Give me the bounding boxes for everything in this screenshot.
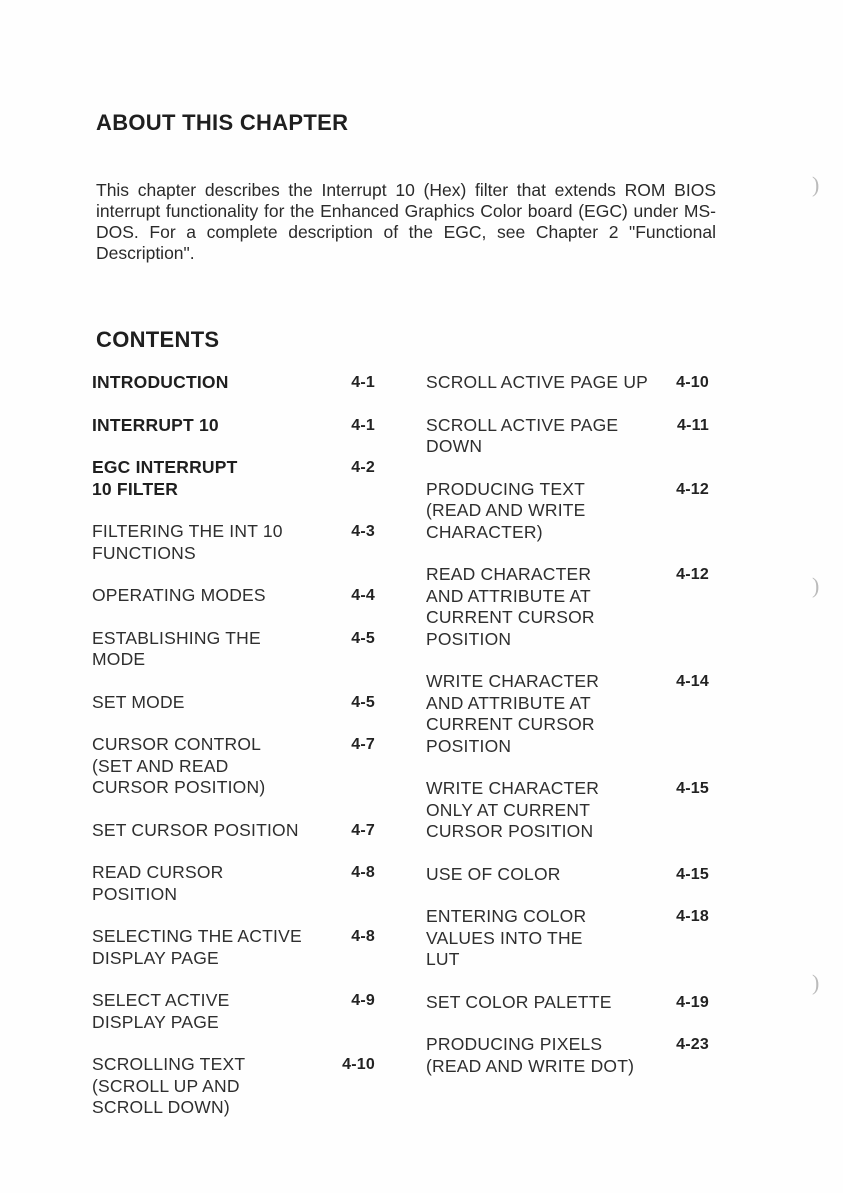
toc-entry-title: INTRODUCTION [92, 372, 229, 392]
toc-entry-page: 4-2 [351, 459, 375, 476]
toc-entry[interactable] [92, 862, 377, 905]
toc-entry[interactable] [426, 864, 711, 886]
toc-entry[interactable] [92, 415, 377, 437]
margin-mark: ) [812, 573, 820, 598]
toc-entry-page: 4-23 [676, 1036, 709, 1053]
toc-entry[interactable] [426, 479, 711, 544]
toc-entry[interactable] [426, 372, 711, 394]
about-chapter-heading: ABOUT THIS CHAPTER [96, 110, 349, 135]
toc-entry-title: PRODUCING TEXT (READ AND WRITE CHARACTER) [426, 478, 586, 542]
toc-entry-title: SET CURSOR POSITION [92, 819, 299, 840]
toc-entry-title: SCROLLING TEXT (SCROLL UP AND SCROLL DOWN) [92, 1054, 245, 1117]
toc-entry-title: CURSOR CONTROL (SET AND READ CURSOR POSITION) [92, 734, 266, 797]
toc-entry-title: OPERATING MODES [92, 585, 266, 605]
toc-entry-page: 4-12 [676, 566, 709, 583]
margin-mark: ) [812, 970, 820, 995]
toc-entry[interactable] [426, 906, 711, 971]
toc-entry-page: 4-5 [351, 629, 375, 647]
toc-entry-page: 4-14 [676, 673, 709, 690]
toc-entry-page: 4-8 [351, 928, 375, 945]
toc-entry-page: 4-10 [342, 1056, 375, 1073]
toc-entry[interactable] [426, 415, 711, 458]
toc-entry-page: 4-8 [351, 864, 375, 881]
toc-entry-title: SET COLOR PALETTE [426, 991, 612, 1012]
toc-entry[interactable] [92, 628, 377, 671]
toc-entry-page: 4-10 [676, 374, 709, 391]
contents-right-column [426, 372, 711, 1077]
toc-entry-title: READ CURSOR POSITION [92, 862, 224, 904]
toc-entry[interactable] [92, 734, 377, 799]
toc-entry-title: SCROLL ACTIVE PAGE UP [426, 372, 649, 392]
toc-entry-title: SCROLL ACTIVE PAGE DOWN [426, 414, 619, 456]
toc-entry-page: 4-1 [351, 374, 375, 391]
toc-entry[interactable] [92, 585, 377, 607]
toc-entry-title: WRITE CHARACTER ONLY AT CURRENT CURSOR POSITION [426, 778, 600, 841]
toc-entry-title: SET MODE [92, 691, 185, 712]
toc-entry-title: EGC INTERRUPT 10 FILTER [92, 457, 238, 499]
toc-entry[interactable] [92, 521, 377, 564]
about-chapter-text: This chapter describes the Interrupt 10 (Hex) filter that extends ROM BIOS interrupt functionality for the Enhanced Graphics Color board (EGC) under MS-DOS. For a complete description of the EGC, see Chapter 2 "Functional Description". [96, 180, 716, 263]
toc-entry[interactable] [426, 778, 711, 843]
toc-entry[interactable] [426, 564, 711, 650]
toc-entry[interactable] [92, 457, 377, 500]
toc-entry-page: 4-11 [677, 416, 709, 434]
toc-entry-page: 4-1 [351, 416, 375, 434]
toc-entry-page: 4-19 [676, 993, 709, 1011]
toc-entry-page: 4-18 [676, 908, 709, 925]
toc-entry-page: 4-15 [676, 780, 709, 797]
toc-entry-page: 4-5 [351, 693, 375, 711]
toc-entry-page: 4-4 [351, 587, 375, 604]
toc-entry-title: INTERRUPT 10 [92, 414, 219, 435]
toc-entry-page: 4-7 [351, 821, 375, 839]
toc-entry-page: 4-12 [676, 480, 709, 498]
toc-entry-page: 4-3 [351, 523, 375, 540]
toc-entry-title: FILTERING THE INT 10 FUNCTIONS [92, 521, 283, 563]
toc-entry-title: WRITE CHARACTER AND ATTRIBUTE AT CURRENT CURSOR POSITION [426, 671, 600, 756]
toc-entry[interactable] [426, 671, 711, 757]
toc-entry-title: ESTABLISHING THE MODE [92, 627, 261, 669]
margin-mark: ) [812, 172, 820, 197]
toc-entry-page: 4-7 [351, 736, 375, 753]
toc-entry[interactable] [92, 990, 377, 1033]
toc-entry[interactable] [92, 926, 377, 969]
toc-entry[interactable] [92, 820, 377, 842]
toc-entry[interactable] [92, 692, 377, 714]
contents-heading: CONTENTS [96, 327, 220, 352]
contents-left-column [92, 372, 377, 1119]
toc-entry-title: READ CHARACTER AND ATTRIBUTE AT CURRENT CURSOR POSITION [426, 564, 595, 649]
toc-entry-title: USE OF COLOR [426, 863, 561, 884]
toc-entry[interactable] [92, 1054, 377, 1119]
toc-entry-title: PRODUCING PIXELS (READ AND WRITE DOT) [426, 1034, 635, 1076]
toc-entry[interactable] [426, 992, 711, 1014]
toc-entry[interactable] [426, 1034, 711, 1077]
toc-entry-title: ENTERING COLOR VALUES INTO THE LUT [426, 906, 587, 969]
toc-entry[interactable] [92, 372, 377, 394]
toc-entry-page: 4-9 [351, 992, 375, 1009]
toc-entry-page: 4-15 [676, 865, 709, 883]
toc-entry-title: SELECTING THE ACTIVE DISPLAY PAGE [92, 926, 302, 968]
toc-entry-title: SELECT ACTIVE DISPLAY PAGE [92, 990, 230, 1032]
